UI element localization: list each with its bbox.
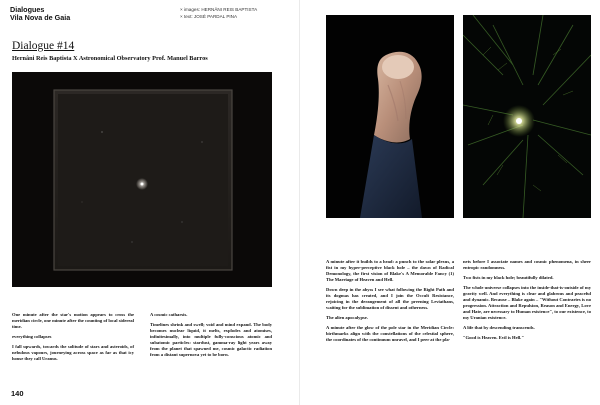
paragraph: "Good is Heaven. Evil is Hell." [463, 334, 524, 340]
paragraph: A minute after it builds to a head: a punch to the solar plexus, a fist in my hyper-perceptive black hole – the dawn of Radical Demonology, the first vision of Blake's A Memorable Fancy (1) The Marriage of Heaven and Hell. [326, 259, 454, 282]
tree-image [463, 15, 591, 218]
paragraph: A life that by descending transcends. [463, 324, 535, 330]
paragraph: I fall upwards, towards the solitude of stars and asteroids, of nebulous vapours, journeying across space as far as that icy house they call Uranus. [12, 344, 134, 361]
paragraph: A minute after the glow of the pole star in the Meridian Circle: birthmarks align with the constellations of the celestial sphere, the coordinates of the continuum unravel, and I peer at the pla- [326, 324, 454, 342]
paragraph: A cosmic catharsis. [150, 312, 188, 317]
text-column-right-2 [463, 259, 591, 345]
photo-night-sky [12, 72, 272, 287]
page-number: 140 [11, 389, 24, 398]
photo-arm [326, 15, 454, 218]
paragraph: Down deep in the abyss I see what following the Right Path and its dogmas has created, and I join the Occult Resistance, rejoicing in the derangement of all the preening Leviathans, waiting for the sublimation of dissent and otherness. [326, 286, 454, 310]
paragraph: The whole universe collapses into the inside-that-is-outside of my gravity well. And everything is clear and glabrous and peaceful and dynamic. Because – Blake again – "Without Contraries is no progression. Attraction and Repulsion, Reason and Energy, Love and Hate, are necessary to Human existence", to our existence, to my Uranian existence. [463, 285, 591, 320]
night-sky-image [12, 72, 272, 287]
text-column-left-1 [12, 312, 134, 366]
paragraph: The alien apocalypse. [326, 314, 368, 320]
magazine-section-title [10, 6, 70, 22]
right-page [300, 0, 600, 405]
paragraph: One minute after the star's motion appears to cross the meridian circle, one minute after the counting of local sidereal time. [12, 312, 134, 329]
text-column-left-2 [150, 312, 272, 362]
paragraph: Timelines shrink and swell; void and mind expand. The body becomes nuclear liquid, it melts, explodes and atomises, infinitesimally, into multiple fully-conscious atomic and subatomic particles: stardust, gamma-ray light years away from the planet that spawned me, cosmic galactic radiation from a distant supernova yet to be born. [150, 322, 272, 357]
paragraph: everything collapses [12, 333, 52, 339]
credit-images: × images: HERNÂNI REIS BAPTISTA [180, 7, 258, 12]
credit-text: × text: JOSÉ PARDAL PINA [180, 13, 238, 19]
section-title-line2: Vila Nova de Gaia [10, 13, 71, 22]
credits [180, 7, 257, 20]
arm-image [326, 15, 454, 218]
article-subtitle: Hernâni Reis Baptista X Astronomical Observatory Prof. Manuel Barros [12, 55, 208, 62]
paragraph: nets before I associate names and cosmic phenomena, in sheer entropic randomness. [463, 259, 591, 270]
photo-tree-at-night [463, 15, 591, 218]
paragraph: Two fists in my black hole; beautifully dilated. [463, 275, 554, 280]
text-column-right-1 [326, 259, 454, 347]
section-title-line1: Dialogues [10, 5, 45, 14]
article-title: Dialogue #14 [12, 40, 75, 52]
